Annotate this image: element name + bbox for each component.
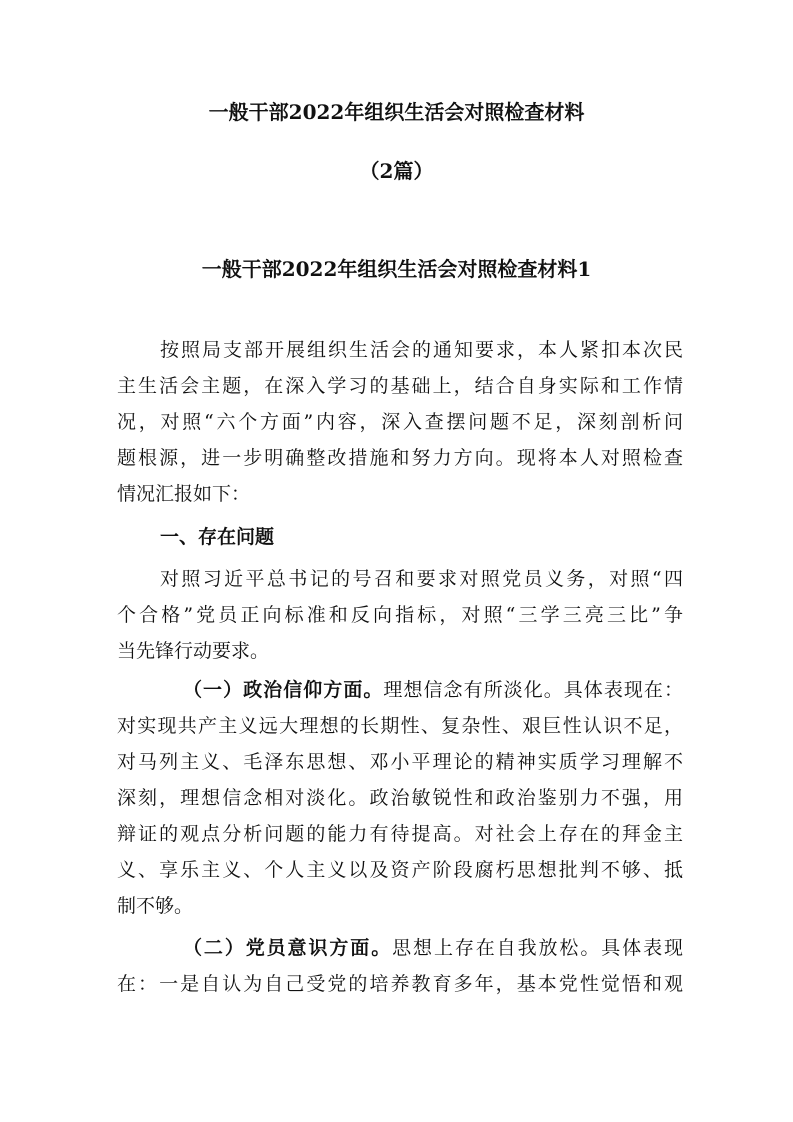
point-one-first-line-text: 理想信念有所淡化。具体表现在： xyxy=(383,679,683,701)
point-one-line-5: 辩证的观点分析问题的能力有待提高。对社会上存在的拜金主 xyxy=(117,823,683,845)
point-two-line-2: 在：一是自认为自己受党的培养教育多年，基本党性觉悟和观 xyxy=(117,973,683,995)
intro-line-1: 按照局支部开展组织生活会的通知要求，本人紧扣本次民 xyxy=(160,339,683,361)
point-one-line-7: 制不够。 xyxy=(117,895,194,917)
intro-line-3: 况，对照“六个方面”内容，深入查摆问题不足，深刻剖析问 xyxy=(117,411,683,433)
point-one-line-4: 深刻，理想信念相对淡化。政治敏锐性和政治鉴别力不强，用 xyxy=(117,787,683,809)
article-title: 一般干部2022年组织生活会对照检查材料1 xyxy=(201,257,592,281)
section-one-line-1: 对照习近平总书记的号召和要求对照党员义务，对照“四 xyxy=(160,568,683,590)
section-one-line-2: 个合格”党员正向标准和反向指标，对照“三学三亮三比”争 xyxy=(117,604,683,626)
point-one-first-line xyxy=(183,677,683,703)
point-one-line-2: 对实现共产主义远大理想的长期性、复杂性、艰巨性认识不足， xyxy=(117,715,683,737)
section-one-line-3: 当先锋行动要求。 xyxy=(117,640,270,662)
point-two-heading: （二）党员意识方面。 xyxy=(183,937,393,959)
point-one-heading: （一）政治信仰方面。 xyxy=(183,679,384,701)
point-one-line-6: 义、享乐主义、个人主义以及资产阶段腐朽思想批判不够、抵 xyxy=(117,859,683,881)
point-one-line-3: 对马列主义、毛泽东思想、邓小平理论的精神实质学习理解不 xyxy=(117,751,683,773)
document-title: 一般干部2022年组织生活会对照检查材料 xyxy=(208,100,585,124)
point-two-first-line xyxy=(183,935,683,961)
document-subtitle: （2篇） xyxy=(359,159,434,183)
intro-line-4: 题根源，进一步明确整改措施和努力方向。现将本人对照检查 xyxy=(117,447,683,469)
intro-line-2: 主生活会主题，在深入学习的基础上，结合自身实际和工作情 xyxy=(117,375,683,397)
point-two-first-line-text: 思想上存在自我放松。具体表现 xyxy=(392,937,683,959)
intro-line-5: 情况汇报如下： xyxy=(117,483,251,505)
section-one-heading: 一、存在问题 xyxy=(160,526,275,548)
